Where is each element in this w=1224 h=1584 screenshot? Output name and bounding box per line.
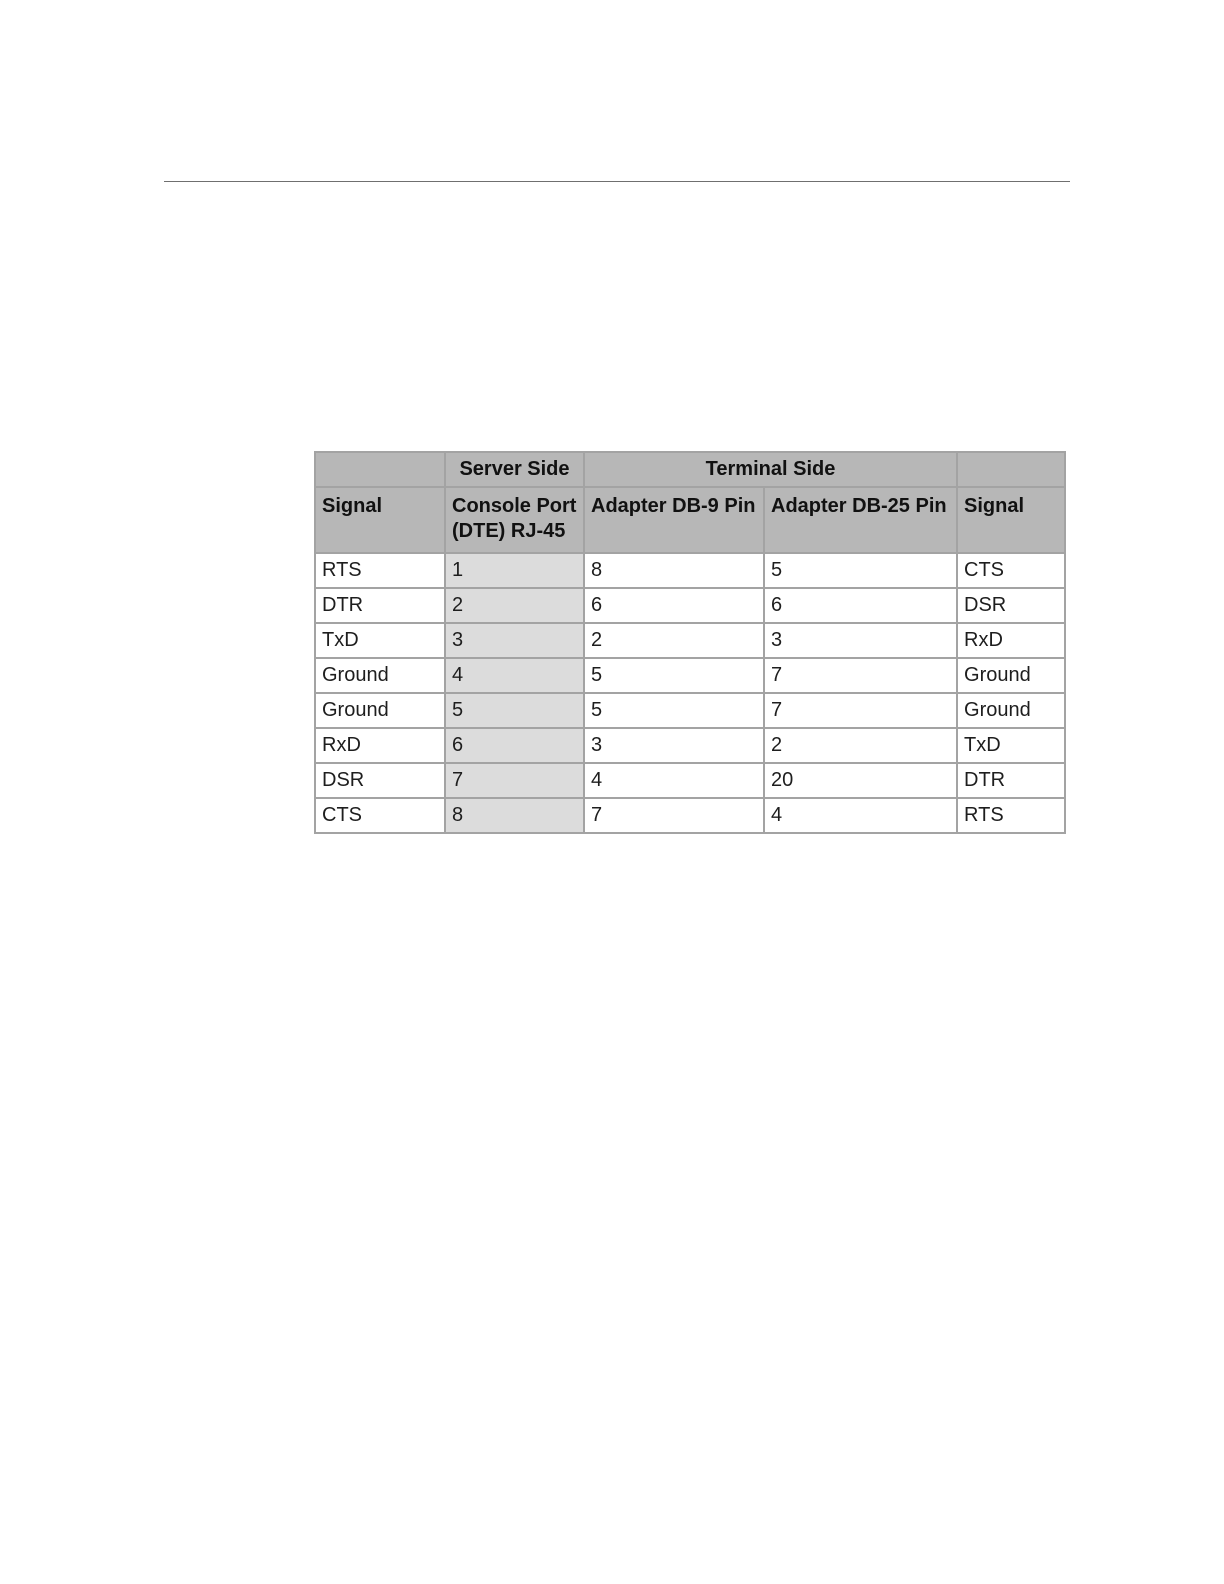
cell-console-pin: 3 [445,623,584,658]
cell-terminal-signal: Ground [957,693,1065,728]
column-header-db9-pin: Adapter DB-9 Pin [584,487,764,553]
cell-db25-pin: 4 [764,798,957,833]
cell-terminal-signal: DSR [957,588,1065,623]
table-row [315,693,1065,728]
column-header-db25-pin: Adapter DB-25 Pin [764,487,957,553]
cell-terminal-signal: Ground [957,658,1065,693]
cell-signal: CTS [315,798,445,833]
table-row [315,623,1065,658]
cell-signal: DTR [315,588,445,623]
group-header-terminal-side: Terminal Side [584,452,957,487]
cell-console-pin: 4 [445,658,584,693]
cell-db9-pin: 3 [584,728,764,763]
cell-signal: RxD [315,728,445,763]
cell-terminal-signal: DTR [957,763,1065,798]
cell-db25-pin: 7 [764,658,957,693]
cell-db25-pin: 2 [764,728,957,763]
cell-terminal-signal: TxD [957,728,1065,763]
cell-console-pin: 5 [445,693,584,728]
cell-console-pin: 7 [445,763,584,798]
cell-db25-pin: 3 [764,623,957,658]
cell-signal: Ground [315,693,445,728]
cell-db9-pin: 5 [584,658,764,693]
group-header-row [315,452,1065,487]
cell-db25-pin: 6 [764,588,957,623]
cell-db9-pin: 2 [584,623,764,658]
cell-signal: DSR [315,763,445,798]
cell-db9-pin: 6 [584,588,764,623]
cell-terminal-signal: RTS [957,798,1065,833]
cell-terminal-signal: RxD [957,623,1065,658]
table-body [315,553,1065,833]
column-header-row [315,487,1065,553]
cell-console-pin: 8 [445,798,584,833]
cell-db9-pin: 7 [584,798,764,833]
column-header-terminal-signal: Signal [957,487,1065,553]
table-row [315,763,1065,798]
cell-db9-pin: 4 [584,763,764,798]
cell-db9-pin: 8 [584,553,764,588]
cell-db25-pin: 5 [764,553,957,588]
group-header-empty-right [957,452,1065,487]
table-header [315,452,1065,553]
cell-console-pin: 1 [445,553,584,588]
table-row [315,798,1065,833]
cell-console-pin: 2 [445,588,584,623]
group-header-server-side: Server Side [445,452,584,487]
column-header-signal: Signal [315,487,445,553]
column-header-console-port: Console Port (DTE) RJ-45 [445,487,584,553]
table-row [315,588,1065,623]
table-row [315,658,1065,693]
table-row [315,728,1065,763]
cell-signal: RTS [315,553,445,588]
cell-signal: TxD [315,623,445,658]
cell-signal: Ground [315,658,445,693]
cell-terminal-signal: CTS [957,553,1065,588]
cell-db9-pin: 5 [584,693,764,728]
group-header-empty-left [315,452,445,487]
pinout-table [314,451,1066,834]
table-row [315,553,1065,588]
cell-db25-pin: 7 [764,693,957,728]
cell-db25-pin: 20 [764,763,957,798]
cell-console-pin: 6 [445,728,584,763]
header-rule [164,181,1070,182]
